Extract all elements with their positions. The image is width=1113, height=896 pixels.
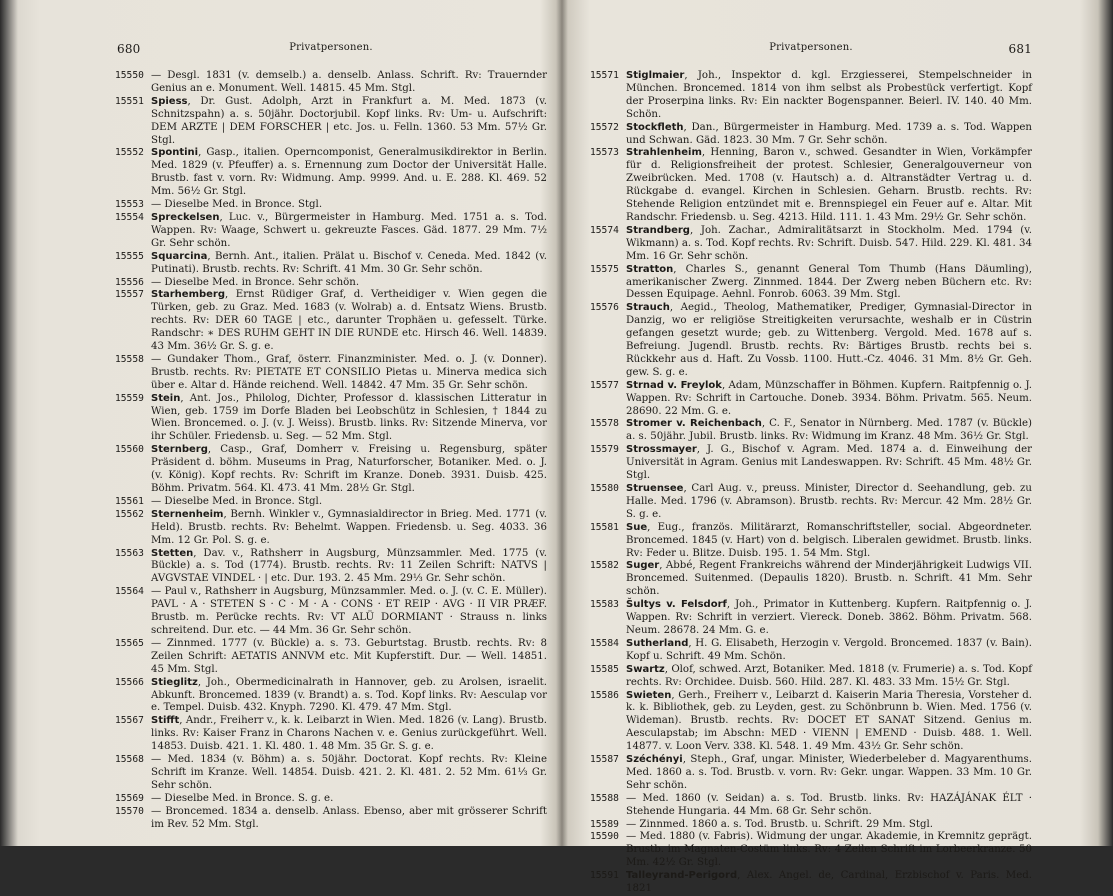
entry-name: Struensee: [626, 483, 684, 494]
right-page: [590, 36, 1032, 896]
catalog-entry: [590, 225, 1032, 264]
entry-description: — Zinnmed. 1860 a. s. Tod. Brustb. u. Schrift. 29 Mm. Stgl.: [626, 818, 933, 830]
catalog-entry: [115, 754, 547, 793]
catalog-entry: [115, 638, 547, 677]
entry-number: 15574: [590, 224, 619, 236]
entry-name: Sutherland: [626, 637, 689, 649]
entry-description: — Dieselbe Med. in Bronce. Stgl.: [151, 495, 323, 507]
entry-description: , Joh. Zachar., Admiralitätsarzt in Stockholm. Med. 1794 (v. Wikmann) a. s. Tod. Kopf rechts. Rv: Schrift. Duisb. 547. Hild. 229. Kl. 481. 34 Mm. 16 Gr. Sehr schön.: [626, 224, 1032, 262]
entry-name: Squarcina: [151, 250, 208, 262]
entry-number: 15585: [590, 663, 619, 675]
catalog-entry: [115, 677, 547, 716]
entry-name: Sue: [626, 521, 648, 533]
catalog-entry: [590, 560, 1032, 599]
catalog-entry: [590, 638, 1032, 664]
catalog-entry: [590, 664, 1032, 690]
entry-number: 15555: [115, 250, 144, 262]
entry-number: 15577: [590, 379, 619, 391]
entry-number: 15568: [115, 754, 144, 766]
entry-number: 15567: [115, 715, 144, 727]
entry-description: , Ant. Jos., Philolog, Dichter, Professor d. klassischen Litteratur in Wien, geb. 1759 im Dorfe Bladen bei Leobschütz in Schlesien, † 1844 zu Wien. Broncemed. o. J. (v. J. Weiss). Brustb. links. Rv: Sitzende Minerva, vor ihr Schüler. Friedensb. u. Seg. — 52 Mm. Stgl.: [151, 392, 547, 443]
catalog-entry: [590, 793, 1032, 819]
entry-description: , Dav. v., Rathsherr in Augsburg, Münzsammler. Med. 1775 (v. Bückle) a. s. Tod (1774). Brustb. rechts. Rv: 11 Zeilen Schrift: NATVS | AVGVSTAE VINDEL · | etc. Dur. 193. 2. 45 Mm. 29⅓ Gr. Sehr schön.: [151, 547, 547, 585]
entry-description: — Desgl. 1831 (v. demselb.) a. denselb. Anlass. Schrift. Rv: Trauernder Genius an e. Monument. Well. 14815. 45 Mm. Stgl.: [151, 70, 547, 94]
entry-number: 15554: [115, 211, 144, 223]
catalog-entry: [115, 393, 547, 445]
catalog-entry: [115, 548, 547, 587]
catalog-entry: [115, 496, 547, 509]
entry-description: — Med. 1860 (v. Seidan) a. s. Tod. Brustb. links. Rv: HAZÁJÁNAK ÉLT · Stehende Hungaria. 44 Mm. 68 Gr. Sehr schön.: [626, 792, 1032, 817]
entry-description: , Casp., Graf, Domherr v. Freising u. Regensburg, später Präsident d. böhm. Museums in Prag, Naturforscher, Botaniker. Med. o. J. (v. König). Kopf rechts. Rv: Schrift im Kranze. Doneb. 3931. Duisb. 425. Böhm. Privatm. 564. Kl. 473. 41 Mm. 28½ Gr. Stgl.: [151, 444, 547, 494]
entry-number: 15578: [590, 418, 619, 430]
entry-description: , Aegid., Theolog, Mathematiker, Prediger, Gymnasial-Director in Danzig, wo er religiöse Streitigkeiten verursachte, weshalb er in Cüstrin gefangen gesetzt wurde; geb. zu Wittenberg. Vergold. Med. 1678 auf s. Befreiung. Jugendl. Brustb. rechts. Rv: Bärtiges Brustb. rechts bei s. Rückkehr aus d. Haft. Zu Vossb. 1100. Hutt.-Cz. 4046. 31 Mm. 8½ Gr. Geh. gew. S. g. e.: [626, 302, 1032, 378]
entry-description: , Olof, schwed. Arzt, Botaniker. Med. 1818 (v. Frumerie) a. s. Tod. Kopf rechts. Rv: Orchidee. Duisb. 560. Hild. 287. Kl. 483. 33 Mm. 15½ Gr. Stgl.: [626, 663, 1032, 688]
entry-name: Strandberg: [626, 224, 690, 236]
catalog-entry: [590, 122, 1032, 148]
entry-description: , C. F., Senator in Nürnberg. Med. 1787 (v. Bückle) a. s. 50jähr. Jubil. Brustb. links. Rv: Widmung im Kranz. 48 Mm. 36½ Gr. Stgl.: [626, 418, 1032, 443]
right-running-head: [590, 36, 1032, 56]
catalog-entry: [590, 418, 1032, 444]
catalog-entry: [115, 289, 547, 354]
entry-number: 15573: [590, 147, 619, 159]
catalog-entry: [115, 212, 547, 251]
entry-number: 15581: [590, 521, 619, 533]
entry-name: Suger: [626, 560, 660, 572]
left-running-head: [115, 36, 547, 56]
entry-name: Spreckelsen: [151, 211, 220, 223]
catalog-entry: [590, 302, 1032, 379]
entry-number: 15589: [590, 818, 619, 830]
entry-number: 15584: [590, 637, 619, 649]
catalog-entry: [115, 715, 547, 754]
entry-description: , Alex. Angel. de, Cardinal, Erzbischof v. Paris. Med. 1821: [626, 870, 1032, 895]
catalog-entry: [590, 754, 1032, 793]
entry-description: , Joh., Obermedicinalrath in Hannover, geb. zu Arolsen, israelit. Abkunft. Broncemed. 1839 (v. Brandt) a. s. Tod. Kopf links. Rv: Aesculap vor e. Tempel. Duisb. 432. Knyph. 7290. Kl. 479. 47 Mm. Stgl.: [151, 676, 547, 714]
entry-description: , Joh., Inspektor d. kgl. Erzgiesserei, Stempelschneider in München. Broncemed. 1814 von ihm selbst als Probestück verfertigt. Kopf der Proserpina links. Rv: Ein nackter Bogenspanner. Beierl. IV. 140. 40 Mm. Schön.: [626, 70, 1032, 120]
catalog-entry: [590, 444, 1032, 483]
entry-name: Swartz: [626, 663, 665, 675]
right-running-title: Privatpersonen.: [769, 42, 853, 53]
entry-description: — Paul v., Rathsherr in Augsburg, Münzsammler. Med. o. J. (v. C. E. Müller). PAVL · A · STETEN S · C · M · A · CONS · ET REIP · AVG · II VIR PRÆF. Brustb. m. Perücke rechts. Rv: VT ALÜ DORMIANT · Strauss n. links schreitend. Dur. etc. — 44 Mm. 36 Gr. Sehr schön.: [151, 586, 547, 636]
entry-number: 15559: [115, 392, 144, 404]
entry-description: , Carl Aug. v., preuss. Minister, Director d. Seehandlung, geb. zu Halle. Med. 1796 (v. Abramson). Brustb. rechts. Rv: Mercur. 42 Mm. 28½ Gr. S. g. e.: [626, 483, 1032, 520]
catalog-entry: [115, 444, 547, 496]
catalog-entry: [590, 380, 1032, 419]
entry-description: , Dan., Bürgermeister in Hamburg. Med. 1739 a. s. Tod. Wappen und Schwan. Gäd. 1823. 30 Mm. 7 Gr. Sehr schön.: [626, 121, 1032, 146]
entry-description: , Bernh. Ant., italien. Prälat u. Bischof v. Ceneda. Med. 1842 (v. Putinati). Brustb. rechts. Rv: Schrift. 41 Mm. 30 Gr. Sehr schön.: [151, 250, 547, 275]
entry-description: , Steph., Graf, ungar. Minister, Wiederbeleber d. Magyarenthums. Med. 1860 a. s. Tod. Brustb. v. vorn. Rv: Gekr. ungar. Wappen. 33 Mm. 10 Gr. Sehr schön.: [626, 754, 1032, 791]
catalog-entry: [115, 793, 547, 806]
entry-description: — Dieselbe Med. in Bronce. Stgl.: [151, 199, 323, 211]
entry-number: 15558: [115, 353, 144, 365]
entry-number: 15550: [115, 70, 144, 81]
entry-name: Strossmayer: [626, 444, 697, 456]
catalog-entry: [590, 819, 1032, 832]
entry-description: , Eug., französ. Militärarzt, Romanschriftsteller, social. Abgeordneter. Broncemed. 1845 (v. Hart) von d. belgisch. Liberalen gewidmet. Brustb. links. Rv: Feder u. Blitze. Duisb. 195. 1. 54 Mm. Stgl.: [626, 521, 1032, 559]
catalog-entry: [590, 522, 1032, 561]
catalog-entry: [115, 509, 547, 548]
entry-description: , Gerh., Freiherr v., Leibarzt d. Kaiserin Maria Theresia, Vorsteher d. k. k. Bibliothek, geb. zu Leyden, gest. zu Schönbrunn b. Wien. Med. 1756 (v. Wideman). Brustb. rechts. Rv: DOCET ET SANAT Sitzend. Genius m. Aesculapstab; im Abschn: MED · VIENN | EMEND · Duisb. 488. 1. Well. 14877. v. Loon Verv. 338. Kl. 548. 1. 49 Mm. 43½ Gr. Sehr schön.: [626, 689, 1032, 753]
entry-number: 15564: [115, 586, 144, 598]
entry-description: , H. G. Elisabeth, Herzogin v. Vergold. Broncemed. 1837 (v. Bain). Kopf u. Schrift. 49 Mm. Schön.: [626, 637, 1032, 662]
entry-number: 15562: [115, 508, 144, 520]
left-page: [115, 36, 547, 831]
left-entry-list: [115, 70, 547, 831]
entry-name: Sternenheim: [151, 508, 224, 520]
entry-description: — Dieselbe Med. in Bronce. Sehr schön.: [151, 276, 360, 288]
catalog-entry: [590, 870, 1032, 896]
entry-number: 15575: [590, 263, 619, 275]
entry-number: 15576: [590, 302, 619, 314]
catalog-entry: [115, 199, 547, 212]
entry-name: Sternberg: [151, 444, 208, 456]
catalog-entry: [115, 277, 547, 290]
entry-number: 15583: [590, 599, 619, 611]
catalog-entry: [590, 690, 1032, 755]
catalog-entry: [590, 70, 1032, 122]
entry-name: Széchényi: [626, 754, 683, 766]
entry-number: 15552: [115, 147, 144, 159]
entry-name: Stratton: [626, 263, 674, 275]
entry-number: 15557: [115, 289, 144, 301]
catalog-entry: [115, 96, 547, 148]
entry-number: 15566: [115, 676, 144, 688]
catalog-entry: [590, 483, 1032, 522]
entry-name: Stein: [151, 392, 181, 404]
entry-description: , Joh., Primator in Kuttenberg. Kupfern. Raitpfennig o. J. Wappen. Rv: Schrift in verziert. Viereck. Doneb. 3862. Böhm. Privatm. 568. Neum. 28678. 24 Mm. G. e.: [626, 599, 1032, 636]
entry-description: , J. G., Bischof v. Agram. Med. 1874 a. d. Einweihung der Universität in Agram. Genius mit Landeswappen. Rv: Schrift. 45 Mm. 48½ Gr. Stgl.: [626, 444, 1032, 482]
entry-name: Swieten: [626, 689, 672, 701]
entry-description: , Andr., Freiherr v., k. k. Leibarzt in Wien. Med. 1826 (v. Lang). Brustb. links. Rv: Kaiser Franz in Charons Nachen v. e. Genius zurückgeführt. Well. 14853. Duisb. 421. 1. Kl. 480. 1. 48 Mm. 35 Gr. S. g. e.: [151, 715, 547, 753]
entry-number: 15553: [115, 199, 144, 211]
entry-number: 15586: [590, 689, 619, 701]
catalog-entry: [590, 147, 1032, 224]
entry-description: , Henning, Baron v., schwed. Gesandter in Wien, Vorkämpfer für d. Religionsfreiheit der protest. Schlesier, Generalgouverneur von Zweibrücken. Med. 1708 (v. Hautsch) a. d. Altranstädter Vertrag u. d. Rückgabe d. evangel. Kirchen in Schlesien. Geharn. Brustb. rechts. Rv: Stehende Religion entzündet mit e. Brennspiegel ein Feuer auf e. Altar. Mit Randschr. Friedensb. u. Seg. 4213. Hild. 111. 1. 43 Mm. 29½ Gr. Sehr schön.: [626, 147, 1032, 223]
entry-description: — Broncemed. 1834 a. denselb. Anlass. Ebenso, aber mit grösserer Schrift im Rev. 52 Mm. Stgl.: [151, 805, 547, 830]
catalog-entry: [115, 70, 547, 96]
entry-name: Stiglmaier: [626, 70, 685, 81]
catalog-entry: [590, 599, 1032, 638]
entry-name: Talleyrand-Perigord: [626, 870, 738, 882]
entry-name: Starhemberg: [151, 289, 226, 301]
catalog-entry: [115, 147, 547, 199]
entry-name: Spontini: [151, 147, 199, 159]
catalog-entry: [115, 251, 547, 277]
entry-name: Stifft: [151, 715, 180, 727]
right-entry-list: [590, 70, 1032, 896]
entry-name: Strahlenheim: [626, 147, 702, 159]
entry-description: — Zinnmed. 1777 (v. Bückle) a. s. 73. Geburtstag. Brustb. rechts. Rv: 8 Zeilen Schrift: AETATIS ANNVM etc. Mit Kupferstift. Dur. — Well. 14851. 45 Mm. Stgl.: [151, 637, 547, 675]
entry-name: Šultys v. Felsdorf: [626, 599, 727, 611]
catalog-entry: [115, 806, 547, 832]
entry-description: — Med. 1880 (v. Fabris). Widmung der ungar. Akademie, in Kremnitz geprägt. Brustb. im Magnaten-Costüm links. Rv: 4 Zeilen Schrift im Lorbeerkranze. 50 Mm. 42½ Gr. Stgl.: [626, 831, 1032, 869]
entry-number: 15563: [115, 547, 144, 559]
entry-number: 15588: [590, 792, 619, 804]
entry-number: 15587: [590, 754, 619, 766]
catalog-entry: [590, 831, 1032, 870]
entry-name: Strauch: [626, 302, 670, 314]
entry-description: — Gundaker Thom., Graf, österr. Finanzminister. Med. o. J. (v. Donner). Brustb. rechts. Rv: PIETATE ET CONSILIO Pietas u. Minerva medica sich über e. Altar d. Hände reichend. Well. 14842. 47 Mm. 35 Gr. Sehr schön.: [151, 353, 547, 391]
entry-description: , Luc. v., Bürgermeister in Hamburg. Med. 1751 a. s. Tod. Wappen. Rv: Waage, Schwert u. gekreuzte Fasces. Gäd. 1877. 29 Mm. 7½ Gr. Sehr schön.: [151, 211, 547, 249]
entry-description: , Gasp., italien. Operncomponist, Generalmusikdirektor in Berlin. Med. 1829 (v. Pfeuffer) a. s. Ernennung zum Doctor der Universität Halle. Brustb. fast v. vorn. Rv: Widmung. Amp. 9999. And. u. E. 288. Kl. 469. 52 Mm. 56½ Gr. Stgl.: [151, 147, 547, 198]
catalog-entry: [590, 264, 1032, 303]
catalog-entry: [115, 586, 547, 638]
entry-number: 15556: [115, 276, 144, 288]
entry-name: Strnad v. Freylok: [626, 379, 722, 391]
right-page-number: 681: [1008, 42, 1032, 56]
entry-number: 15570: [115, 805, 144, 817]
entry-description: , Adam, Münzschaffer in Böhmen. Kupfern. Raitpfennig o. J. Wappen. Rv: Schrift in Cartouche. Doneb. 3934. Böhm. Privatm. 565. Neum. 28690. 22 Mm. G. e.: [626, 379, 1033, 417]
left-page-number: 680: [117, 42, 141, 56]
entry-number: 15565: [115, 637, 144, 649]
entry-number: 15590: [590, 831, 619, 843]
entry-name: Stetten: [151, 547, 194, 559]
entry-number: 15572: [590, 121, 619, 133]
entry-description: — Dieselbe Med. in Bronce. S. g. e.: [151, 792, 334, 804]
entry-number: 15571: [590, 70, 619, 81]
entry-description: , Abbé, Regent Frankreichs während der Minderjährigkeit Ludwigs VII. Broncemed. Suitenmed. (Depaulis 1820). Brustb. n. Schrift. 41 Mm. Sehr schön.: [626, 560, 1032, 598]
left-running-title: Privatpersonen.: [289, 42, 373, 53]
entry-number: 15591: [590, 870, 619, 882]
entry-number: 15551: [115, 95, 144, 107]
entry-name: Spiess: [151, 95, 188, 107]
entry-number: 15561: [115, 495, 144, 507]
entry-number: 15579: [590, 444, 619, 456]
catalog-entry: [115, 354, 547, 393]
entry-name: Stieglitz: [151, 676, 198, 688]
entry-number: 15569: [115, 792, 144, 804]
entry-description: — Med. 1834 (v. Böhm) a. s. 50jähr. Doctorat. Kopf rechts. Rv: Kleine Schrift im Kranze. Well. 14854. Duisb. 421. 2. Kl. 481. 2. 52 Mm. 61⅓ Gr. Sehr schön.: [151, 754, 547, 791]
entry-name: Stromer v. Reichenbach: [626, 418, 762, 430]
entry-description: , Charles S., genannt General Tom Thumb (Hans Däumling), amerikanischer Zwerg. Zinnmed. 1844. Der Zwerg neben Büchern etc. Rv: Dessen Equipage. Aehnl. Fonrob. 6063. 39 Mm. Stgl.: [626, 263, 1032, 301]
entry-name: Stockfleth: [626, 121, 684, 133]
entry-description: , Ernst Rüdiger Graf, d. Vertheidiger v. Wien gegen die Türken, geb. zu Graz. Med. 1683 (v. Wolrab) a. d. Entsatz Wiens. Brustb. rechts. Rv: DER 60 TAGE | etc., darunter Trophäen u. gefesselt. Türke. Randschr: ∗ DES RUHM GEHT IN DIE RUNDE etc. Hirsch 46. Well. 14839. 43 Mm. 36½ Gr. S. g. e.: [151, 289, 547, 353]
entry-number: 15560: [115, 444, 144, 456]
entry-description: , Bernh. Winkler v., Gymnasialdirector in Brieg. Med. 1771 (v. Held). Brustb. rechts. Rv: Behelmt. Wappen. Friedensb. u. Seg. 4033. 36 Mm. 12 Gr. Pol. S. g. e.: [151, 508, 547, 546]
entry-number: 15582: [590, 560, 619, 572]
entry-number: 15580: [590, 483, 619, 494]
entry-description: , Dr. Gust. Adolph, Arzt in Frankfurt a. M. Med. 1873 (v. Schnitzspahn) a. s. 50jähr. Doctorjubil. Kopf links. Rv: Um- u. Aufschrift: DEM ARZTE | DEM FORSCHER | etc. Jos. u. Felln. 1360. 53 Mm. 57½ Gr. Stgl.: [151, 95, 547, 146]
